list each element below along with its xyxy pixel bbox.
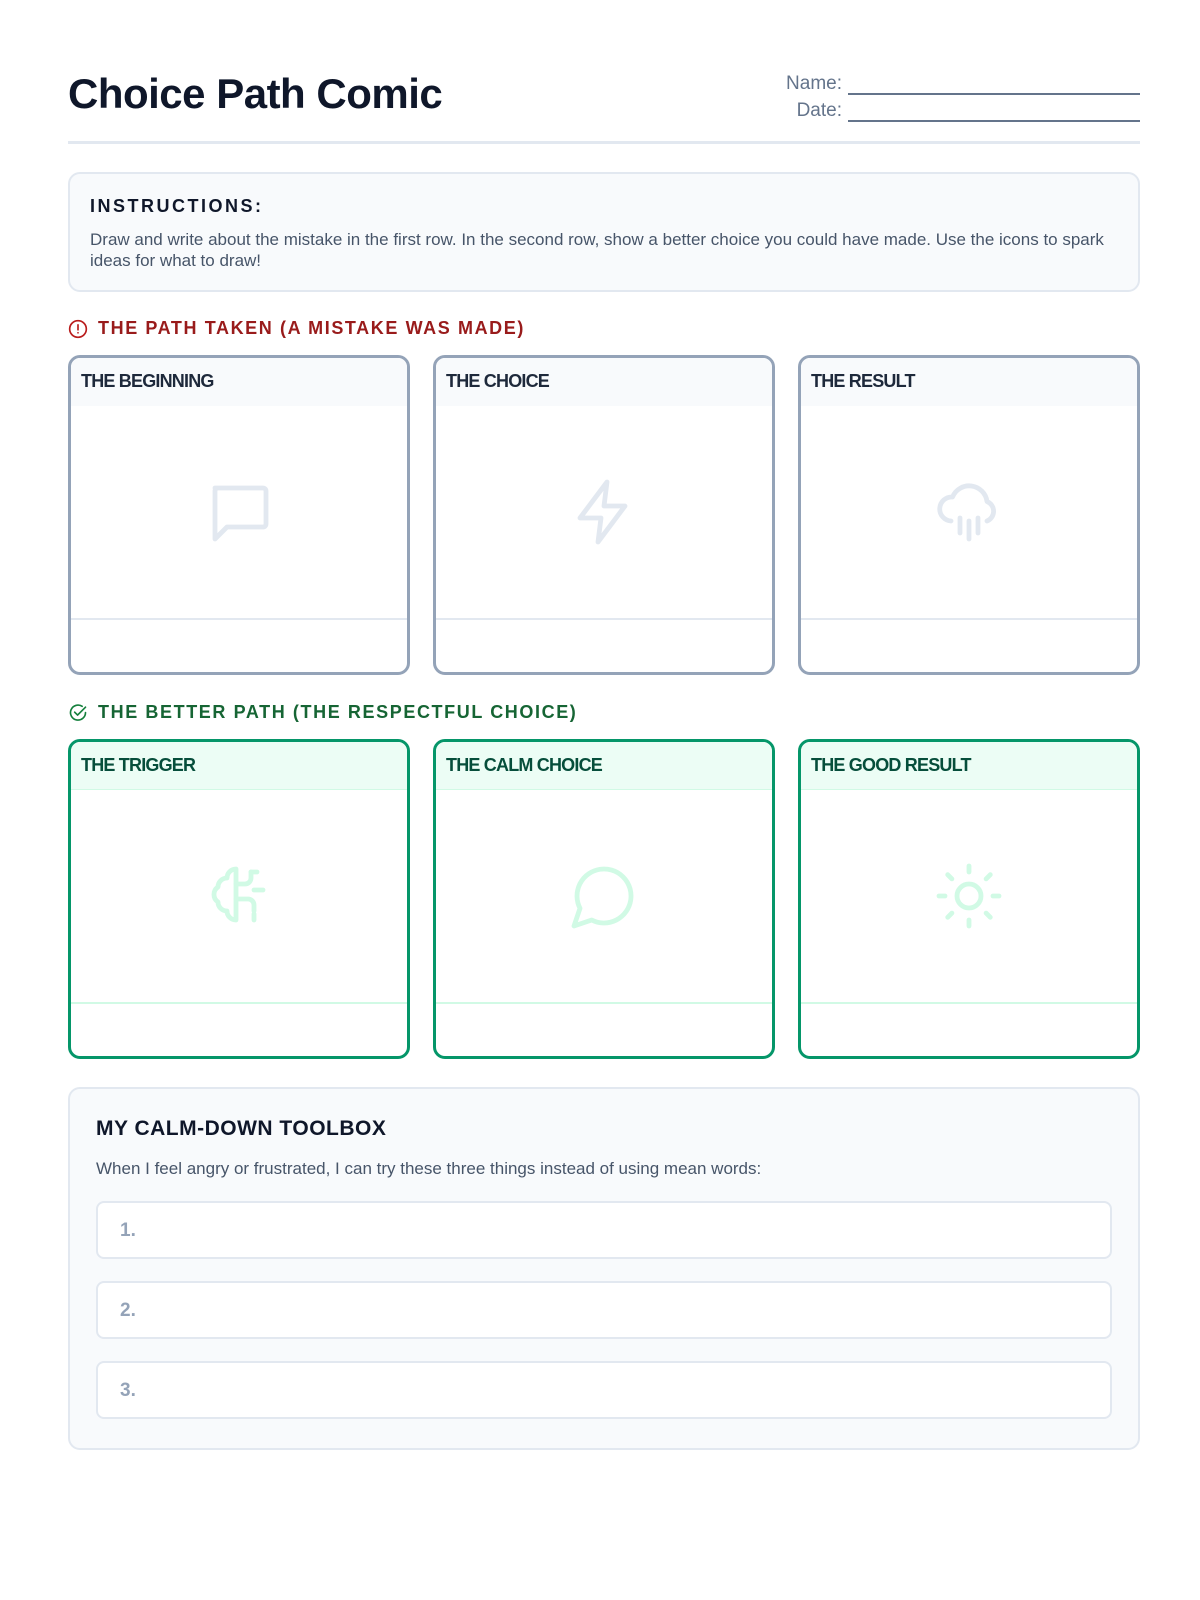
panel-title: THE RESULT	[801, 358, 1137, 406]
panel-title: THE CALM CHOICE	[436, 742, 772, 790]
panel-drawing-area[interactable]	[71, 790, 407, 1002]
toolbox-line-3[interactable]: 3.	[96, 1361, 1112, 1419]
panel-drawing-area[interactable]	[801, 406, 1137, 618]
date-field[interactable]	[848, 104, 1140, 122]
better-path-row	[68, 739, 1140, 1059]
toolbox-description: When I feel angry or frustrated, I can try these three things instead of using mean words:	[96, 1159, 762, 1178]
page-title: Choice Path Comic	[68, 70, 443, 117]
panel-caption-area[interactable]	[436, 1002, 772, 1056]
comic-panel-trigger[interactable]	[68, 739, 410, 1059]
panel-caption-area[interactable]	[71, 1002, 407, 1056]
date-row	[780, 95, 1140, 122]
panel-drawing-area[interactable]	[436, 790, 772, 1002]
comic-panel-good-result[interactable]	[798, 739, 1140, 1059]
better-path-label	[68, 702, 577, 723]
comic-panel-result[interactable]	[798, 355, 1140, 675]
instructions-body: Draw and write about the mistake in the first row. In the second row, show a better choice you could have made. Use the icons to spark ideas for what to draw!	[90, 230, 1104, 270]
panel-drawing-area[interactable]	[801, 790, 1137, 1002]
rain-cloud-icon	[933, 476, 1005, 548]
brain-icon	[203, 860, 275, 932]
panel-title: THE TRIGGER	[71, 742, 407, 790]
instructions-heading: INSTRUCTIONS:	[90, 196, 264, 216]
speech-bubble-round-icon	[568, 860, 640, 932]
panel-drawing-area[interactable]	[436, 406, 772, 618]
comic-panel-choice[interactable]	[433, 355, 775, 675]
speech-bubble-square-icon	[203, 476, 275, 548]
path-taken-label	[68, 318, 525, 339]
page-header	[68, 60, 1140, 144]
path-taken-text: THE PATH TAKEN (A MISTAKE WAS MADE)	[98, 318, 525, 338]
check-circle-icon	[68, 703, 88, 723]
comic-panel-calm-choice[interactable]	[433, 739, 775, 1059]
comic-panel-beginning[interactable]	[68, 355, 410, 675]
panel-title: THE GOOD RESULT	[801, 742, 1137, 790]
name-date-block	[780, 68, 1140, 122]
toolbox-heading: MY CALM-DOWN TOOLBOX	[96, 1117, 387, 1140]
path-taken-row	[68, 355, 1140, 675]
lightning-bolt-icon	[568, 476, 640, 548]
toolbox-line-2[interactable]: 2.	[96, 1281, 1112, 1339]
name-label: Name:	[786, 73, 842, 94]
panel-title: THE CHOICE	[436, 358, 772, 406]
better-path-text: THE BETTER PATH (THE RESPECTFUL CHOICE)	[98, 702, 578, 722]
panel-caption-area[interactable]	[436, 618, 772, 672]
name-field[interactable]	[848, 77, 1140, 95]
date-label: Date:	[796, 100, 842, 121]
sun-icon	[933, 860, 1005, 932]
panel-drawing-area[interactable]	[71, 406, 407, 618]
calm-down-toolbox	[68, 1087, 1140, 1450]
panel-caption-area[interactable]	[71, 618, 407, 672]
panel-title: THE BEGINNING	[71, 358, 407, 406]
instructions-box	[68, 172, 1140, 292]
name-row	[780, 68, 1140, 95]
toolbox-line-1[interactable]: 1.	[96, 1201, 1112, 1259]
alert-circle-icon	[68, 319, 88, 339]
panel-caption-area[interactable]	[801, 618, 1137, 672]
panel-caption-area[interactable]	[801, 1002, 1137, 1056]
